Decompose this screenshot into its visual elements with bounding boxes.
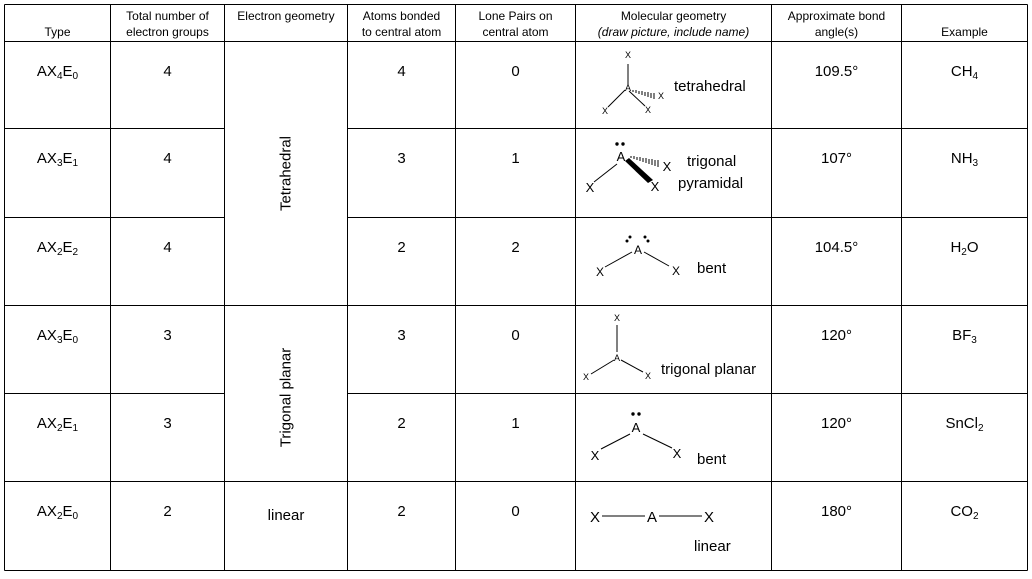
header-molecular-geometry: Molecular geometry (draw picture, include name) — [597, 9, 750, 39]
type-formula — [5, 328, 110, 344]
formula-text: CH — [950, 63, 973, 80]
formula-subscript: 3 — [972, 158, 979, 169]
formula-text: E — [62, 503, 73, 520]
atom-x: X — [613, 313, 621, 323]
atom-x: X — [624, 50, 632, 60]
atom-a: A — [613, 353, 621, 363]
atom-x: X — [671, 264, 681, 278]
geometry-label-line2: pyramidal — [678, 175, 744, 192]
bond-angle-value: 120° — [820, 415, 853, 432]
atoms-bonded-value: 2 — [397, 503, 406, 520]
lone-pairs-value: 1 — [511, 150, 520, 167]
lone-pairs-value: 1 — [511, 415, 520, 432]
formula-subscript: 2 — [961, 247, 967, 258]
geometry-label: bent — [697, 451, 727, 468]
atoms-bonded-value: 3 — [397, 327, 406, 344]
electron-groups-value: 4 — [163, 63, 172, 80]
example-formula — [902, 328, 1027, 344]
formula-text: AX — [36, 150, 57, 167]
geometry-label-line1: trigonal — [687, 153, 737, 170]
molecule-bent-two-lone-pairs — [575, 218, 771, 305]
formula-text: AX — [36, 503, 57, 520]
trigonal-pyramidal-drawing — [575, 129, 771, 217]
header-atoms-bonded: Atoms bonded to central atom — [361, 9, 442, 39]
bent-drawing — [575, 394, 771, 481]
formula-text: AX — [36, 63, 57, 80]
molecule-trigonal-pyramidal — [575, 129, 771, 217]
example-formula — [902, 416, 1027, 432]
electron-geometry-trigonal-planar: Trigonal planar — [277, 347, 295, 448]
formula-subscript: 1 — [72, 158, 79, 169]
formula-text: E — [62, 327, 73, 344]
example-formula — [902, 240, 1027, 256]
formula-text: E — [62, 415, 73, 432]
formula-text: AX — [36, 239, 57, 256]
atom-x: X — [590, 448, 600, 463]
linear-drawing — [575, 482, 771, 570]
atoms-bonded-value: 3 — [397, 150, 406, 167]
formula-subscript: 2 — [56, 423, 63, 434]
electron-groups-value: 3 — [163, 327, 172, 344]
atom-x: X — [650, 179, 660, 194]
atom-a: A — [646, 509, 658, 526]
type-formula — [5, 64, 110, 80]
formula-text: O — [966, 239, 979, 256]
electron-groups-value: 2 — [163, 503, 172, 520]
atom-x: X — [703, 509, 715, 526]
formula-subscript: 4 — [972, 71, 979, 82]
formula-subscript: 3 — [56, 158, 63, 169]
formula-subscript: 2 — [56, 247, 63, 258]
electron-geometry-linear: linear — [267, 507, 305, 524]
header-bond-angle: Approximate bond angle(s) — [787, 9, 886, 39]
formula-text: SnCl — [945, 415, 978, 432]
formula-subscript: 3 — [971, 335, 977, 346]
formula-text: BF — [952, 327, 972, 344]
bond-angle-value: 180° — [820, 503, 853, 520]
electron-groups-value: 4 — [163, 150, 172, 167]
atom-a: A — [633, 243, 643, 257]
formula-text: E — [62, 63, 73, 80]
molecule-linear — [575, 482, 771, 570]
example-formula — [902, 504, 1027, 520]
formula-subscript: 4 — [56, 71, 63, 82]
bond-angle-value: 109.5° — [814, 63, 859, 80]
atom-x: X — [644, 105, 652, 115]
formula-subscript: 2 — [977, 423, 984, 434]
formula-text: NH — [950, 150, 973, 167]
header-electron-groups: Total number of electron groups — [126, 9, 209, 39]
lone-pairs-value: 0 — [511, 327, 520, 344]
formula-subscript: 0 — [72, 511, 79, 522]
formula-subscript: 2 — [972, 511, 979, 522]
header-type: Type — [44, 25, 71, 39]
formula-text: E — [62, 150, 73, 167]
atom-x: X — [672, 446, 682, 461]
type-formula — [5, 504, 110, 520]
atom-x: X — [582, 372, 590, 382]
type-formula — [5, 240, 110, 256]
atoms-bonded-value: 4 — [397, 63, 406, 80]
lone-pairs-value: 2 — [511, 239, 520, 256]
formula-subscript: 2 — [56, 511, 63, 522]
bent-drawing — [575, 218, 771, 305]
formula-subscript: 0 — [72, 335, 79, 346]
header-example: Example — [941, 25, 988, 39]
atom-x: X — [644, 371, 652, 381]
bond-angle-value: 120° — [820, 327, 853, 344]
formula-text: CO — [950, 503, 973, 520]
formula-text: AX — [36, 415, 57, 432]
bond-angle-value: 107° — [820, 150, 853, 167]
formula-subscript: 2 — [72, 247, 79, 258]
formula-text: E — [62, 239, 73, 256]
lone-pairs-value: 0 — [511, 63, 520, 80]
atom-x: X — [589, 509, 601, 526]
electron-groups-value: 4 — [163, 239, 172, 256]
type-formula — [5, 151, 110, 167]
header-lone-pairs: Lone Pairs on central atom — [478, 9, 553, 39]
bond-angle-value: 104.5° — [814, 239, 859, 256]
atom-x: X — [585, 180, 595, 195]
example-formula — [902, 64, 1027, 80]
electron-geometry-tetrahedral: Tetrahedral — [277, 135, 295, 212]
formula-text: H — [950, 239, 962, 256]
lone-pairs-value: 0 — [511, 503, 520, 520]
atom-x: X — [657, 91, 665, 101]
atom-a: A — [624, 83, 632, 93]
molecule-tetrahedral — [575, 42, 771, 128]
electron-groups-value: 3 — [163, 415, 172, 432]
molecule-trigonal-planar — [575, 306, 771, 393]
example-formula — [902, 151, 1027, 167]
formula-subscript: 1 — [72, 423, 79, 434]
header-electron-geometry: Electron geometry — [237, 9, 335, 23]
atoms-bonded-value: 2 — [397, 239, 406, 256]
type-formula — [5, 416, 110, 432]
geometry-label: bent — [697, 260, 727, 277]
geometry-label: tetrahedral — [674, 78, 746, 95]
geometry-label: trigonal planar — [661, 361, 757, 378]
atom-x: X — [595, 265, 605, 279]
atoms-bonded-value: 2 — [397, 415, 406, 432]
trigonal-planar-drawing — [575, 306, 771, 393]
formula-subscript: 3 — [56, 335, 63, 346]
atom-a: A — [616, 149, 626, 164]
atom-x: X — [662, 159, 672, 174]
atom-a: A — [631, 420, 641, 435]
atom-x: X — [601, 106, 609, 116]
geometry-label: linear — [694, 538, 731, 555]
formula-subscript: 0 — [72, 71, 79, 82]
formula-text: AX — [36, 327, 57, 344]
molecule-bent-one-lone-pair — [575, 394, 771, 481]
